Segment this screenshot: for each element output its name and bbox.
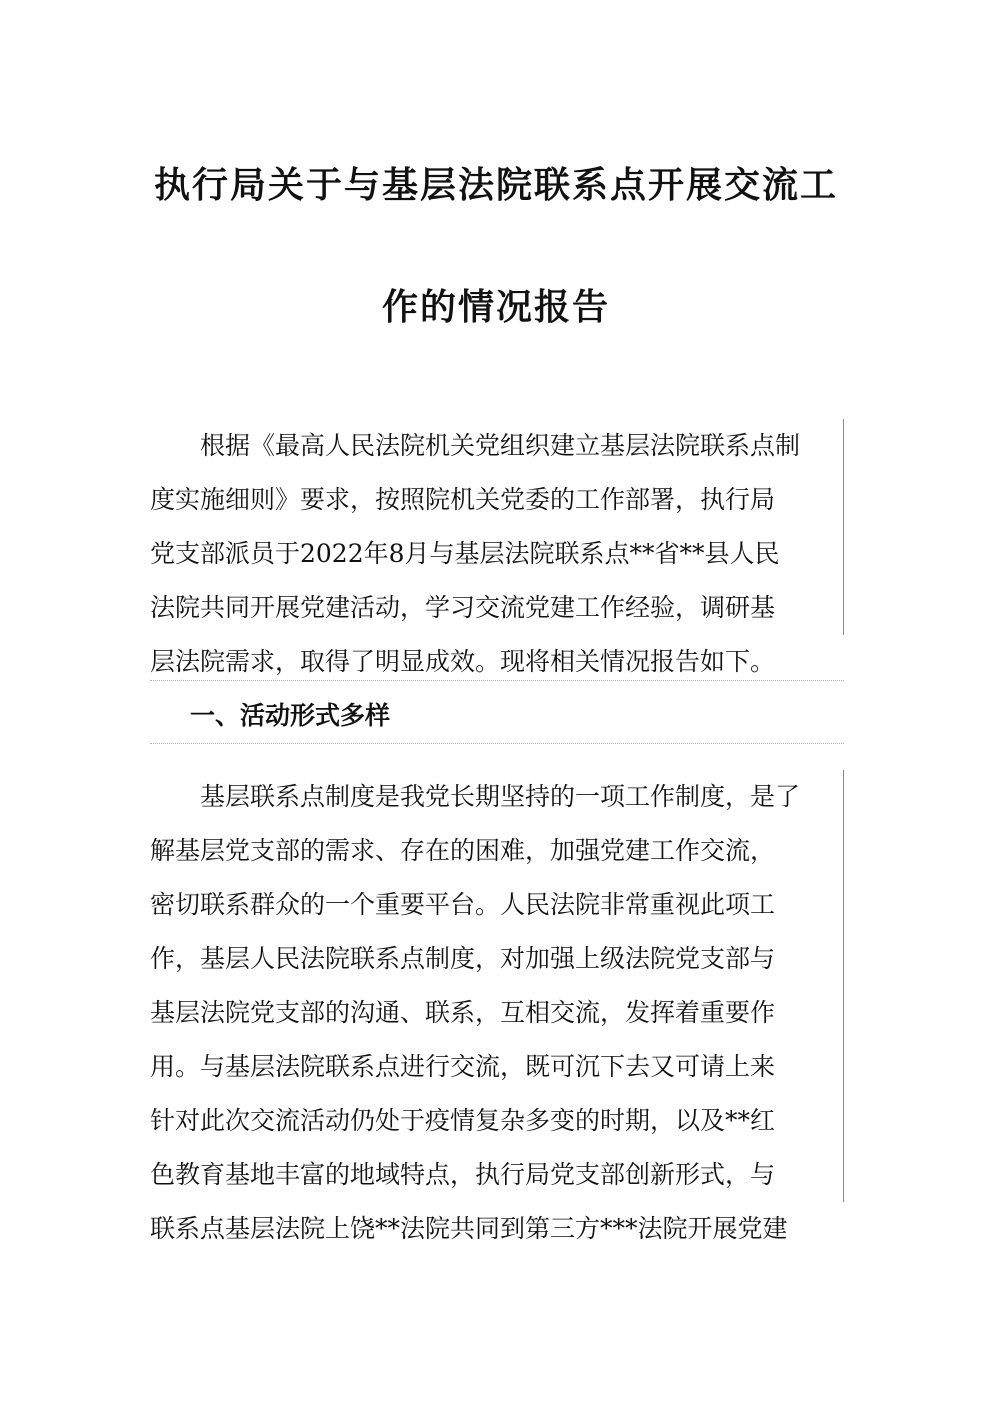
section-separator <box>150 680 844 681</box>
paragraph-line: 基层法院党支部的沟通、联系，互相交流，发挥着重要作 <box>150 986 844 1040</box>
paragraph-line: 密切联系群众的一个重要平台。人民法院非常重视此项工 <box>150 878 844 932</box>
paragraph-line: 解基层党支部的需求、存在的困难，加强党建工作交流， <box>150 824 844 878</box>
section1-paragraph <box>150 770 844 1256</box>
document-title-line-1: 执行局关于与基层法院联系点开展交流工 <box>153 165 838 206</box>
paragraph-line: 法院共同开展党建活动，学习交流党建工作经验，调研基 <box>150 581 844 635</box>
section-heading: 一、活动形式多样 <box>190 701 391 730</box>
paragraph-line: 联系点基层法院上饶**法院共同到第三方***法院开展党建 <box>150 1214 788 1243</box>
paragraph-line: 党支部派员于2022年8月与基层法院联系点**省**县人民 <box>150 527 844 581</box>
paragraph-line: 针对此次交流活动仍处于疫情复杂多变的时期，以及**红 <box>150 1094 844 1148</box>
paragraph-line: 基层联系点制度是我党长期坚持的一项工作制度，是了 <box>150 770 844 824</box>
paragraph-line: 作，基层人民法院联系点制度，对加强上级法院党支部与 <box>150 932 844 986</box>
section-separator <box>150 743 844 744</box>
document-title-line-2: 作的情况报告 <box>381 287 610 328</box>
paragraph-line: 度实施细则》要求，按照院机关党委的工作部署，执行局 <box>150 473 844 527</box>
intro-paragraph <box>150 419 844 689</box>
paragraph-line: 色教育基地丰富的地域特点，执行局党支部创新形式，与 <box>150 1148 844 1202</box>
paragraph-line: 层法院需求，取得了明显成效。现将相关情况报告如下。 <box>150 647 776 676</box>
paragraph-line: 用。与基层法院联系点进行交流，既可沉下去又可请上来 <box>150 1040 844 1094</box>
paragraph-line: 根据《最高人民法院机关党组织建立基层法院联系点制 <box>150 419 844 473</box>
